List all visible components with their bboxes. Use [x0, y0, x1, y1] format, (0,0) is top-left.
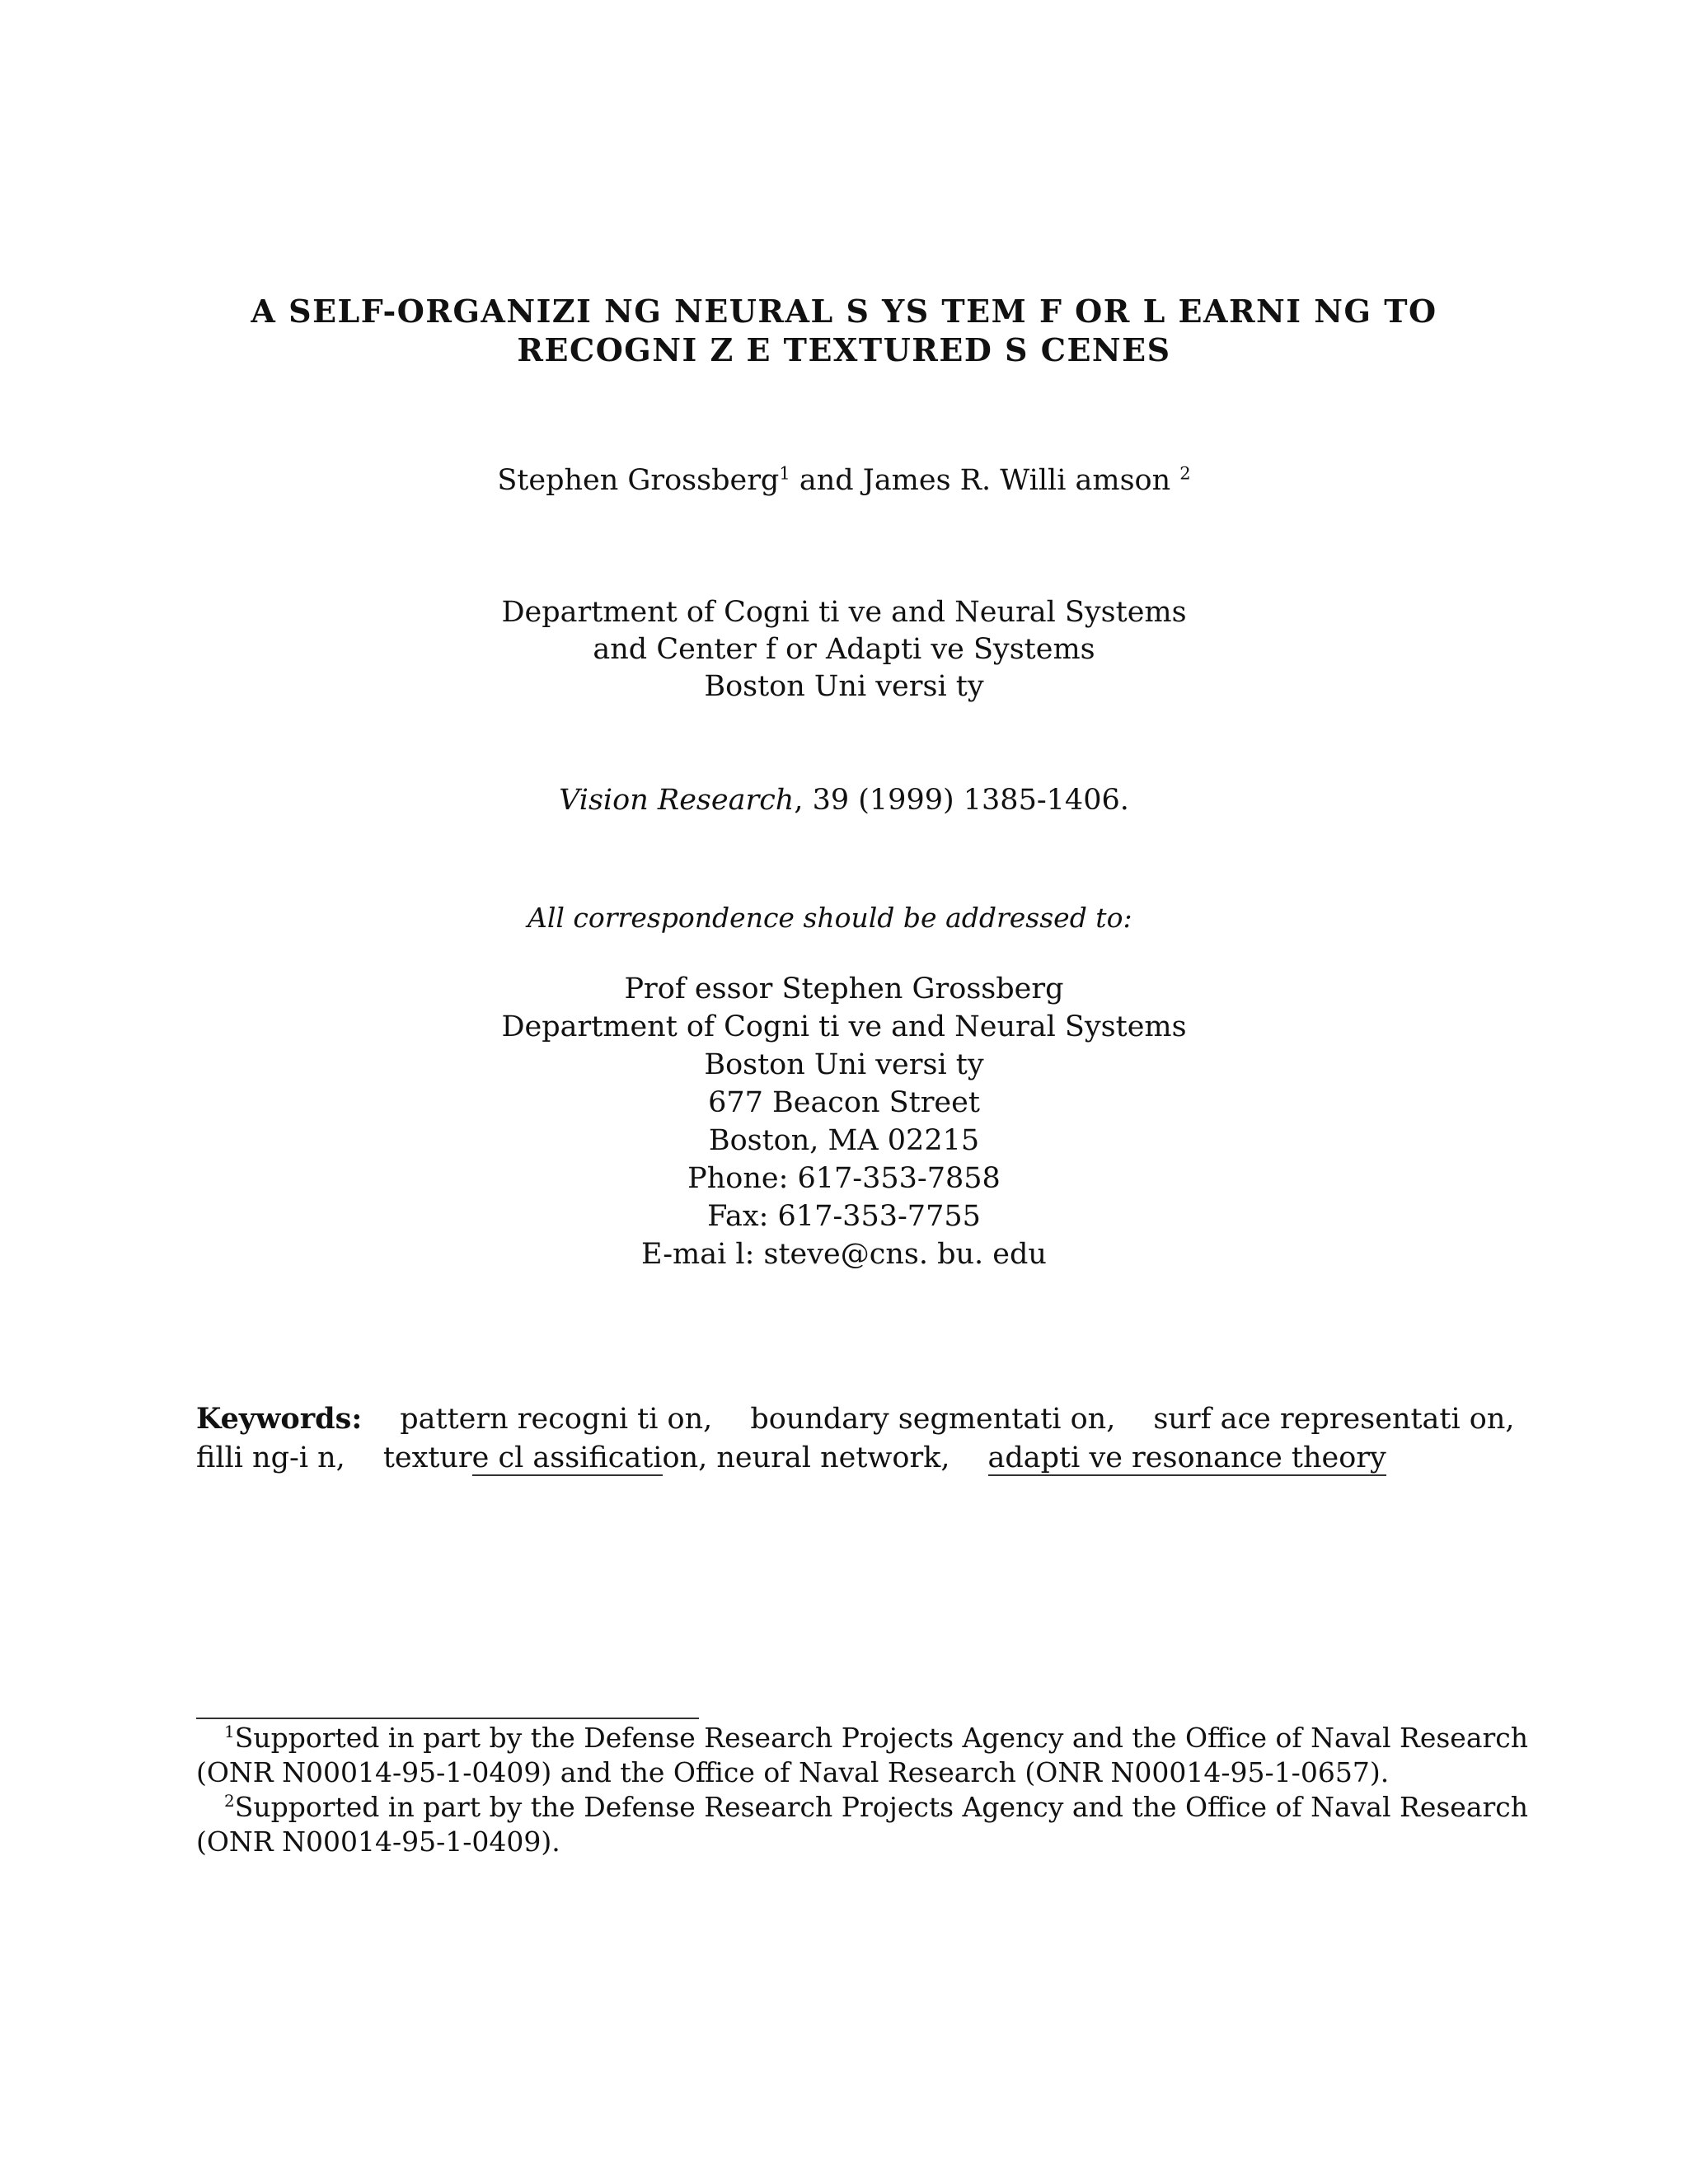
- keyword-item: surf ace representati on,: [1153, 1403, 1515, 1436]
- journal-details: , 39 (1999) 1385-1406.: [794, 784, 1129, 817]
- footnote-2-line-1: [224, 1791, 1528, 1823]
- correspondence-line-2: Department of Cogni ti ve and Neural Systems: [501, 1010, 1187, 1043]
- footnote-1-line-1: [224, 1722, 1528, 1754]
- correspondence-line-1: Prof essor Stephen Grossberg: [624, 972, 1064, 1005]
- keywords-line-2: [196, 1441, 1386, 1474]
- keyword-item-underlined: adapti ve resonance theory: [987, 1441, 1386, 1474]
- keywords-line-1: [196, 1402, 1515, 1436]
- author-line: [0, 464, 1688, 497]
- keyword-item: pattern recogni ti on,: [400, 1403, 713, 1436]
- footnote-mark: 1: [224, 1722, 235, 1741]
- correspondence-line-3: Boston Uni versi ty: [704, 1048, 984, 1081]
- correspondence-line-5: Boston, MA 02215: [708, 1124, 980, 1157]
- correspondence-line-6: Phone: 617-353-7858: [687, 1162, 1001, 1195]
- footnote-text: Supported in part by the Defense Research Projects Agency and the Office of Naval Research: [234, 1791, 1529, 1823]
- keyword-item-underlined: e cl assificati: [471, 1441, 663, 1474]
- publication-venue: [0, 784, 1688, 817]
- affiliation-line-3: Boston Uni versi ty: [704, 670, 984, 703]
- affiliation-line-2: and Center f or Adapti ve Systems: [593, 633, 1095, 666]
- keyword-item: filli ng-i n,: [196, 1441, 345, 1474]
- correspondence-line-4: 677 Beacon Street: [708, 1086, 980, 1119]
- author-footnote-mark-1: 1: [779, 463, 790, 484]
- author-name-1: Stephen Grossberg: [497, 464, 780, 497]
- keyword-item: neural network,: [707, 1441, 950, 1474]
- correspondence-line-8: E-mai l: steve@cns. bu. edu: [641, 1238, 1047, 1271]
- correspondence-line-7: Fax: 617-353-7755: [707, 1200, 981, 1233]
- keyword-item-prefix: textur: [382, 1441, 472, 1474]
- footnote-1-line-2: (ONR N00014-95-1-0409) and the Office of Naval Research (ONR N00014-95-1-0657).: [196, 1756, 1390, 1788]
- correspondence-heading: All correspondence should be addressed to:: [528, 902, 1132, 934]
- paper-title-line-1: A SELF-ORGANIZI NG NEURAL S YS TEM F OR L EARNI NG TO: [251, 293, 1437, 330]
- footnote-text: Supported in part by the Defense Research Projects Agency and the Office of Naval Research: [234, 1722, 1529, 1754]
- keywords-label: Keywords:: [196, 1402, 363, 1436]
- footnote-mark: 2: [224, 1791, 235, 1811]
- keyword-item: boundary segmentati on,: [750, 1403, 1116, 1436]
- footnote-rule: [196, 1718, 699, 1719]
- author-footnote-mark-2: 2: [1179, 463, 1191, 484]
- affiliation-line-1: Department of Cogni ti ve and Neural Systems: [501, 596, 1187, 629]
- footnote-2-line-2: (ONR N00014-95-1-0409).: [196, 1825, 560, 1858]
- keyword-item-suffix: on,: [662, 1441, 708, 1474]
- author-connector: and James R. Willi amson: [790, 464, 1180, 497]
- journal-name: Vision Research: [559, 784, 795, 817]
- paper-title-line-2: RECOGNI Z E TEXTURED S CENES: [517, 331, 1171, 368]
